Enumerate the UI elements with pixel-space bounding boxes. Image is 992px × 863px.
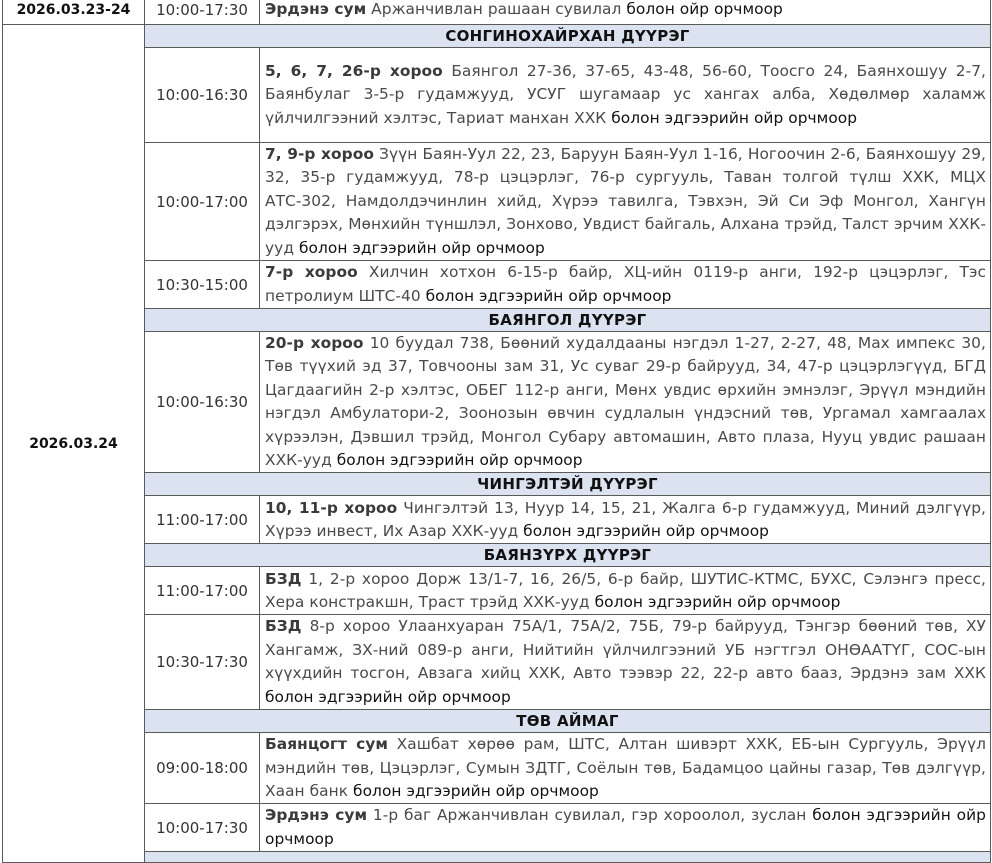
area-locations: Хашбат хөрөө рам, ШТС, Алтан шивэрт ХХК, ЕБ-ын Сургууль, Эрүүл мэндийн төв, Цэцэрлэг, Сумын ЗДТГ, Соёлын төв, Бадамцоо цайны газар, Төв дэлгүүр, Хаан банк — [265, 735, 986, 800]
district-header: БАЯНГОЛ ДҮҮРЭГ — [145, 309, 991, 332]
area-suffix: болон эдгээрийн ойр орчмоор — [265, 687, 511, 706]
table-row — [3, 733, 991, 804]
time-cell: 10:30-17:30 — [145, 615, 260, 710]
area-description — [260, 48, 991, 143]
district-header-row — [3, 710, 991, 733]
district-header-row — [3, 25, 991, 48]
area-locations: 1, 2-р хороо Дорж 13/1-7, 16, 26/5, 6-р байр, ШУТИС-КТМС, БУХС, Сэлэнгэ пресс, Хера констракшн, Траст трэйд ХХК-ууд — [265, 569, 986, 611]
time-cell: 09:00-18:00 — [145, 733, 260, 804]
area-name: БЗД — [265, 617, 302, 636]
area-name: Баянцогт сум — [265, 735, 388, 754]
area-locations: Зүүн Баян-Уул 22, 23, Баруун Баян-Уул 1-16, Ногоочин 2-6, Баянхошуу 29, 32, 35-р гудамжууд, 78-р цэцэрлэг, 76-р сургууль, Таван толгой түлш ХХК, МЦХ АТС-302, Намдолдэчинлин хийд, Хүрээ тавилга, Тэвхэн, Эй Си Эф Монгол, Хангүн дэлгэрэх, Мөнхийн түншлэл, Зонхово, Увдист байгаль, Алхана трэйд, Талст эрчим ХХК-ууд — [265, 145, 987, 257]
area-name: Эрдэнэ сум — [265, 806, 368, 825]
area-description — [260, 143, 991, 261]
area-suffix: болон ойр орчмоор — [626, 0, 783, 18]
table-row — [3, 332, 991, 473]
time-cell: 10:30-15:00 — [145, 261, 260, 309]
district-header: ТӨВ АЙМАГ — [145, 710, 991, 733]
area-description — [260, 261, 991, 309]
area-suffix: болон эдгээрийн ойр орчмоор — [353, 781, 599, 800]
area-description — [260, 332, 991, 473]
table-row — [3, 496, 991, 544]
table-row — [3, 567, 991, 615]
time-cell: 10:00-16:30 — [145, 332, 260, 473]
outage-schedule-table — [2, 0, 991, 863]
district-header: СОНГИНОХАЙРХАН ДҮҮРЭГ — [145, 25, 991, 48]
area-suffix: болон эдгээрийн ойр орчмоор — [594, 592, 841, 611]
district-header — [145, 852, 991, 863]
table-row — [3, 615, 991, 710]
area-suffix: болон эдгээрийн ойр орчмоор — [611, 108, 858, 127]
area-description — [260, 733, 991, 804]
area-suffix: болон эдгээрийн ойр орчмоор — [298, 238, 545, 257]
area-description — [260, 804, 991, 852]
district-header-row — [3, 544, 991, 567]
area-name: 10, 11-р хороо — [265, 498, 398, 517]
area-locations: 1-р баг Аржанчивлан сувилал, гэр хороолол, зуслан — [372, 806, 807, 825]
table-row — [3, 261, 991, 309]
district-header: БАЯНЗҮРХ ДҮҮРЭГ — [145, 544, 991, 567]
district-header: ЧИНГЭЛТЭЙ ДҮҮРЭГ — [145, 473, 991, 496]
area-suffix: болон эдгээрийн ойр орчмоор — [336, 451, 583, 470]
time-cell: 10:00-17:30 — [145, 804, 260, 852]
area-description — [260, 567, 991, 615]
area-suffix: болон эдгээрийн ойр орчмоор — [265, 806, 986, 848]
area-name: 20-р хороо — [265, 334, 364, 353]
area-name: Эрдэнэ сум — [265, 0, 367, 18]
table-row — [3, 0, 991, 25]
date-cell: 2026.03.23-24 — [3, 0, 145, 25]
date-cell: 2026.03.24 — [3, 25, 145, 863]
area-locations: 8-р хороо Улаанхуаран 75А/1, 75А/2, 75Б, 79-р байрууд, Тэнгэр бөөний төв, ХУ Хангамж, ЗХ-ний 089-р анги, Нийтийн үйлчилгээний УБ нэгтгэл ОНӨААТҮГ, СОС-ын хүүхдийн тосгон, Авзага хийц ХХК, Авто тээвэр 22, 22-р авто бааз, Эрдэнэ зам ХХК — [265, 617, 986, 683]
table-row — [3, 48, 991, 143]
time-cell: 10:00-17:00 — [145, 143, 260, 261]
table-row — [3, 852, 991, 863]
district-header-row — [3, 473, 991, 496]
area-description — [260, 615, 991, 710]
area-locations: Баянгол 27-36, 37-65, 43-48, 56-60, Тоосго 24, Баянхошуу 2-7, Баянбулаг 3-5-р гудамжууд, УСУГ шугамаар ус хангах алба, Хөдөлмөр халамж үйлчилгээний хэлтэс, Тариат манхан ХХК — [265, 61, 986, 127]
area-locations: Чингэлтэй 13, Нуур 14, 15, 21, Жалга 6-р гудамжууд, Миний дэлгүүр, Хүрээ инвест, Их Азар ХХК-ууд — [265, 498, 987, 540]
time-cell: 11:00-17:00 — [145, 496, 260, 544]
area-name: 7, 9-р хороо — [265, 145, 374, 163]
area-locations: 10 буудал 738, Бөөний худалдааны нэгдэл 1-27, 2-27, 48, Мах импекс 30, Төв түүхий эд 37, Товчооны зам 31, Ус суваг 29-р байрууд, 34, 47-р цэцэрлэгүүд, БГД Цагдаагийн 2-р хэлтэс, ОБЕГ 112-р анги, Мөнх увдис өрхийн эмнэлэг, Эрүүл мэндийн нэгдэл Амбулатори-2, Зоонозын өвчин судлалын үндэсний төв, Ургамал хамгаалах хүрээлэн, Дэвшил трэйд, Монгол Субару автомашин, Авто плаза, Нууц увдис рашаан ХХК-ууд — [265, 334, 986, 470]
area-suffix: болон эдгээрийн ойр орчмоор — [425, 286, 672, 305]
area-name: БЗД — [265, 569, 302, 588]
area-locations: Аржанчивлан рашаан сувилал — [371, 0, 622, 18]
district-header-row — [3, 309, 991, 332]
time-cell: 11:00-17:00 — [145, 567, 260, 615]
area-locations: Хилчин хотхон 6-15-р байр, ХЦ-ийн 0119-р анги, 192-р цэцэрлэг, Тэс петролиум ШТС-40 — [265, 263, 986, 305]
time-cell: 10:00-17:30 — [145, 0, 260, 25]
table-row — [3, 804, 991, 852]
table-row — [3, 143, 991, 261]
area-name: 7-р хороо — [265, 263, 358, 282]
time-cell: 10:00-16:30 — [145, 48, 260, 143]
area-name: 5, 6, 7, 26-р хороо — [265, 61, 443, 80]
area-suffix: болон эдгээрийн ойр орчмоор — [523, 521, 770, 540]
area-description — [260, 496, 991, 544]
table-body — [3, 0, 991, 863]
area-description — [260, 0, 991, 25]
